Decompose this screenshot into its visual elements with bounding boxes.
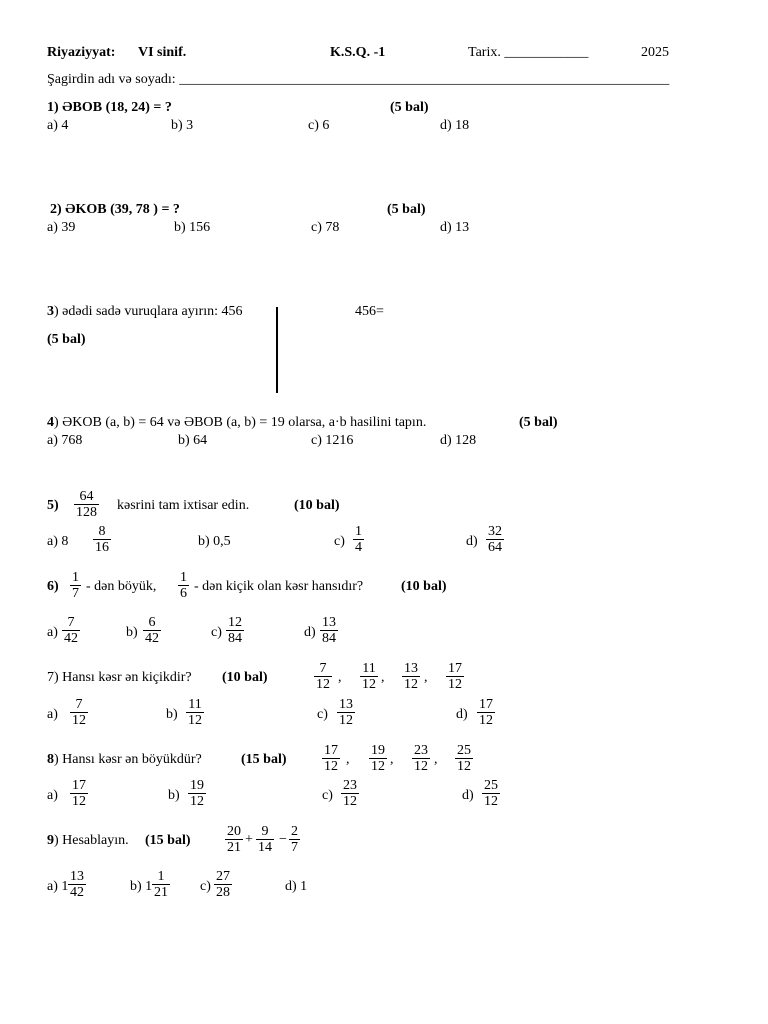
q8-list-fraction-2: $\frac{19}{12}$ xyxy=(371,743,385,774)
q9-term-3: $\frac{2}{7}$ xyxy=(291,824,298,855)
q7-option-a-fraction: $\frac{7}{12}$ xyxy=(72,697,86,728)
q7-question: 7) Hansı kəsr ən kiçikdir? xyxy=(47,670,192,685)
q8-list-separator: , xyxy=(434,752,438,767)
q7-option-d: d) xyxy=(456,707,468,722)
q7-points: (10 bal) xyxy=(222,670,268,685)
q5-fraction: $\frac{64}{128}$ xyxy=(76,489,97,520)
q2-option-c: c) 78 xyxy=(311,220,340,235)
test-title: K.S.Q. -1 xyxy=(330,45,386,60)
q9-number: 9 xyxy=(47,833,54,848)
q6-number: 6) xyxy=(47,579,59,594)
q6-option-a-fraction: $\frac{7}{42}$ xyxy=(64,615,78,646)
q7-list-fraction-1: $\frac{7}{12}$ xyxy=(316,661,330,692)
q2-option-a: a) 39 xyxy=(47,220,76,235)
q5-option-a-fraction: $\frac{8}{16}$ xyxy=(95,524,109,555)
q9-option-c: c) xyxy=(200,879,211,894)
q2-option-d: d) 13 xyxy=(440,220,470,235)
q6-text-mid: - dən böyük, xyxy=(86,579,157,594)
q3-number: 3 xyxy=(47,304,54,319)
q7-list-separator: , xyxy=(338,670,342,685)
q6-option-d-fraction: $\frac{13}{84}$ xyxy=(322,615,336,646)
student-name-line: Şagirdin adı və soyadı: ______________________________________________________________________ xyxy=(47,72,670,87)
q4-question xyxy=(47,415,426,431)
q1-option-a: a) 4 xyxy=(47,118,69,133)
q5-points: (10 bal) xyxy=(294,498,340,513)
q7-list-separator: , xyxy=(381,670,385,685)
q4-option-b: b) 64 xyxy=(178,433,208,448)
q8-text: ) Hansı kəsr ən böyükdür? xyxy=(54,752,202,767)
q9-option-b-fraction: $\frac{1}{21}$ xyxy=(154,869,168,900)
q4-option-c: c) 1216 xyxy=(311,433,354,448)
q6-option-c-fraction: $\frac{12}{84}$ xyxy=(228,615,242,646)
q9-option-b: b) 1 xyxy=(130,879,153,894)
q5-option-a: a) 8 xyxy=(47,534,69,549)
q8-option-d: d) xyxy=(462,788,474,803)
q4-text: ) ƏKOB (a, b) = 64 və ƏBOB (a, b) = 19 olarsa, a·b hasilini tapın. xyxy=(54,415,427,430)
q8-list-separator: , xyxy=(390,752,394,767)
q7-list-separator: , xyxy=(424,670,428,685)
q7-option-d-fraction: $\frac{17}{12}$ xyxy=(479,697,493,728)
q8-list-fraction-1: $\frac{17}{12}$ xyxy=(324,743,338,774)
q9-operator-plus: + xyxy=(245,832,253,847)
q5-option-c: c) xyxy=(334,534,345,549)
subject-label: Riyaziyyat: xyxy=(47,45,116,60)
q8-option-b-fraction: $\frac{19}{12}$ xyxy=(190,778,204,809)
q6-option-c: c) xyxy=(211,625,222,640)
q8-option-a-fraction: $\frac{17}{12}$ xyxy=(72,778,86,809)
factorization-divider xyxy=(276,307,278,393)
q1-option-d: d) 18 xyxy=(440,118,470,133)
q9-option-d: d) 1 xyxy=(285,879,308,894)
q4-option-a: a) 768 xyxy=(47,433,83,448)
q4-option-d: d) 128 xyxy=(440,433,477,448)
q9-term-2: $\frac{9}{14}$ xyxy=(258,824,272,855)
q3-text: ) ədədi sadə vuruqlara ayırın: 456 xyxy=(54,304,243,319)
q7-list-fraction-3: $\frac{13}{12}$ xyxy=(404,661,418,692)
q6-text: - dən kiçik olan kəsr hansıdır? xyxy=(194,579,364,594)
q7-option-c: c) xyxy=(317,707,328,722)
q8-option-b: b) xyxy=(168,788,180,803)
q6-option-b: b) xyxy=(126,625,138,640)
q5-option-d: d) xyxy=(466,534,478,549)
q5-number: 5) xyxy=(47,498,59,513)
q2-points: (5 bal) xyxy=(387,202,426,217)
q7-option-a: a) xyxy=(47,707,58,722)
q8-option-d-fraction: $\frac{25}{12}$ xyxy=(484,778,498,809)
q6-option-b-fraction: $\frac{6}{42}$ xyxy=(145,615,159,646)
q7-option-b-fraction: $\frac{11}{12}$ xyxy=(188,697,202,728)
year-label: 2025 xyxy=(641,45,669,60)
q8-list-fraction-4: $\frac{25}{12}$ xyxy=(457,743,471,774)
q7-list-fraction-2: $\frac{11}{12}$ xyxy=(362,661,376,692)
q6-option-d: d) xyxy=(304,625,316,640)
q9-points: (15 bal) xyxy=(145,833,191,848)
q2-question: 2) ƏKOB (39, 78 ) = ? xyxy=(50,202,180,217)
q1-option-b: b) 3 xyxy=(171,118,194,133)
q2-option-b: b) 156 xyxy=(174,220,211,235)
q9-question xyxy=(47,833,129,849)
q9-option-a: a) 1 xyxy=(47,879,69,894)
grade-label: VI sinif. xyxy=(138,45,187,60)
q8-question xyxy=(47,752,202,768)
q4-number: 4 xyxy=(47,415,54,430)
date-field: Tarix. ____________ xyxy=(468,45,589,60)
q6-points: (10 bal) xyxy=(401,579,447,594)
q5-option-d-fraction: $\frac{32}{64}$ xyxy=(488,524,502,555)
q9-term-1: $\frac{20}{21}$ xyxy=(227,824,241,855)
q6-fraction-lower: $\frac{1}{7}$ xyxy=(72,570,79,601)
q8-number: 8 xyxy=(47,752,54,767)
q5-option-b: b) 0,5 xyxy=(198,534,231,549)
q8-option-a: a) xyxy=(47,788,58,803)
q9-text: ) Hesablayın. xyxy=(54,833,129,848)
q3-question xyxy=(47,304,243,320)
q1-option-c: c) 6 xyxy=(308,118,330,133)
q7-option-c-fraction: $\frac{13}{12}$ xyxy=(339,697,353,728)
q1-question: 1) ƏBOB (18, 24) = ? xyxy=(47,100,172,115)
q5-option-c-fraction: $\frac{1}{4}$ xyxy=(355,524,362,555)
q8-list-fraction-3: $\frac{23}{12}$ xyxy=(414,743,428,774)
q9-option-a-fraction: $\frac{13}{42}$ xyxy=(70,869,84,900)
q6-option-a: a) xyxy=(47,625,58,640)
q4-points: (5 bal) xyxy=(519,415,558,430)
q3-equation: 456= xyxy=(355,304,384,319)
q6-fraction-upper: $\frac{1}{6}$ xyxy=(180,570,187,601)
q7-list-fraction-4: $\frac{17}{12}$ xyxy=(448,661,462,692)
q8-points: (15 bal) xyxy=(241,752,287,767)
q5-text: kəsrini tam ixtisar edin. xyxy=(117,498,250,513)
q1-points: (5 bal) xyxy=(390,100,429,115)
q8-option-c-fraction: $\frac{23}{12}$ xyxy=(343,778,357,809)
q7-option-b: b) xyxy=(166,707,178,722)
q8-list-separator: , xyxy=(346,752,350,767)
q9-operator-minus: − xyxy=(279,832,287,847)
q9-option-c-fraction: $\frac{27}{28}$ xyxy=(216,869,230,900)
q8-option-c: c) xyxy=(322,788,333,803)
q3-points: (5 bal) xyxy=(47,332,86,347)
